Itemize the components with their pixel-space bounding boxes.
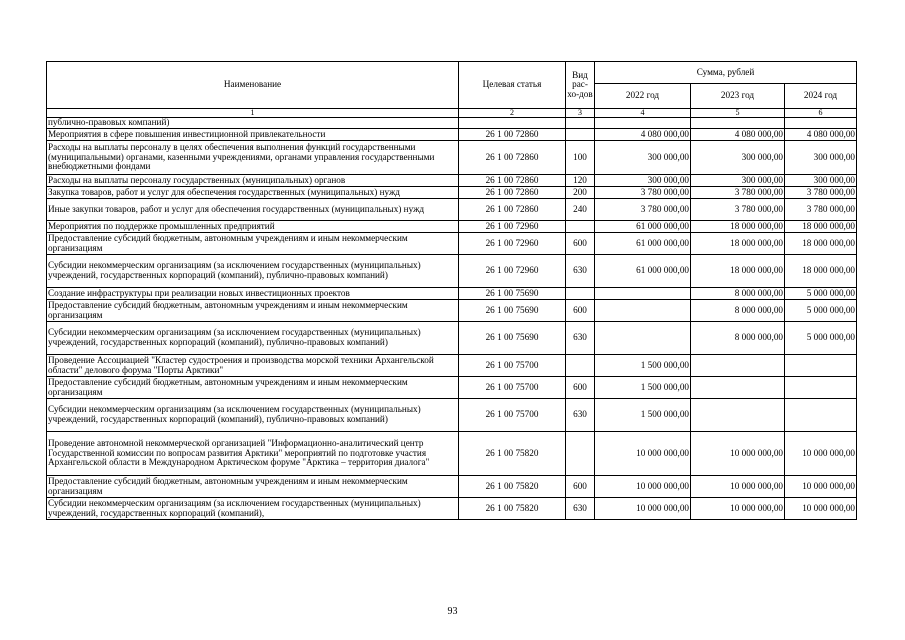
- row-sum-2024: 10 000 000,00: [785, 498, 857, 520]
- row-code: 26 1 00 72860: [459, 129, 566, 141]
- row-code: 26 1 00 72960: [459, 221, 566, 233]
- column-index: 6: [785, 109, 857, 118]
- row-type: [566, 118, 595, 129]
- row-name: Создание инфраструктуры при реализации новых инвестиционных проектов: [47, 288, 459, 300]
- row-sum-2024: 300 000,00: [785, 141, 857, 175]
- row-sum-2023: 4 080 000,00: [691, 129, 785, 141]
- table-row: [47, 221, 857, 233]
- row-name: Субсидии некоммерческим организациям (за исключением государственных (муниципальных) учреждений, государственных корпораций (компаний), публично-правовых компаний): [47, 399, 459, 432]
- row-sum-2022: [595, 118, 691, 129]
- budget-table: [46, 61, 857, 520]
- table-row: [47, 300, 857, 322]
- row-sum-2024: [785, 399, 857, 432]
- row-name: Предоставление субсидий бюджетным, автономным учреждениям и иным некоммерческим организациям: [47, 377, 459, 399]
- row-name: Субсидии некоммерческим организациям (за исключением государственных (муниципальных) учреждений, государственных корпораций (компаний), публично-правовых компаний): [47, 322, 459, 355]
- row-sum-2023: 300 000,00: [691, 141, 785, 175]
- header-year-2023: 2023 год: [691, 84, 785, 109]
- row-code: 26 1 00 72860: [459, 141, 566, 175]
- row-sum-2022: 61 000 000,00: [595, 233, 691, 255]
- row-code: 26 1 00 75700: [459, 399, 566, 432]
- row-sum-2023: 10 000 000,00: [691, 476, 785, 498]
- row-sum-2022: 10 000 000,00: [595, 476, 691, 498]
- row-sum-2023: 10 000 000,00: [691, 498, 785, 520]
- table-row: [47, 476, 857, 498]
- column-index: 5: [691, 109, 785, 118]
- row-sum-2022: 61 000 000,00: [595, 255, 691, 288]
- page-number: 93: [447, 606, 458, 617]
- row-code: 26 1 00 75700: [459, 377, 566, 399]
- row-code: 26 1 00 72860: [459, 199, 566, 221]
- row-sum-2022: [595, 322, 691, 355]
- row-sum-2024: 5 000 000,00: [785, 288, 857, 300]
- table-row: [47, 175, 857, 187]
- row-sum-2023: 18 000 000,00: [691, 233, 785, 255]
- row-name: Расходы на выплаты персоналу в целях обеспечения выполнения функций государственными (муниципальными) органами, казенными учреждениями, органами управления государственными внебюджетными фондами: [47, 141, 459, 175]
- table-row: [47, 399, 857, 432]
- row-sum-2022: 61 000 000,00: [595, 221, 691, 233]
- row-type: 200: [566, 187, 595, 199]
- table-row: [47, 129, 857, 141]
- row-sum-2022: 1 500 000,00: [595, 355, 691, 377]
- row-sum-2022: 3 780 000,00: [595, 187, 691, 199]
- row-sum-2024: 300 000,00: [785, 175, 857, 187]
- header-year-2024: 2024 год: [785, 84, 857, 109]
- row-sum-2024: [785, 118, 857, 129]
- row-name: Предоставление субсидий бюджетным, автономным учреждениям и иным некоммерческим организациям: [47, 476, 459, 498]
- row-sum-2024: 18 000 000,00: [785, 255, 857, 288]
- row-code: 26 1 00 75820: [459, 498, 566, 520]
- row-sum-2024: 18 000 000,00: [785, 233, 857, 255]
- row-code: 26 1 00 75690: [459, 300, 566, 322]
- row-type: 630: [566, 498, 595, 520]
- row-code: 26 1 00 75700: [459, 355, 566, 377]
- row-sum-2024: 4 080 000,00: [785, 129, 857, 141]
- row-sum-2022: [595, 300, 691, 322]
- row-sum-2024: 10 000 000,00: [785, 432, 857, 476]
- table-row: [47, 377, 857, 399]
- row-code: 26 1 00 75690: [459, 288, 566, 300]
- row-sum-2023: 8 000 000,00: [691, 288, 785, 300]
- row-sum-2023: [691, 355, 785, 377]
- row-type: [566, 288, 595, 300]
- row-sum-2023: 3 780 000,00: [691, 187, 785, 199]
- row-sum-2023: 300 000,00: [691, 175, 785, 187]
- row-sum-2022: 3 780 000,00: [595, 199, 691, 221]
- row-sum-2023: 18 000 000,00: [691, 255, 785, 288]
- row-type: 100: [566, 141, 595, 175]
- row-sum-2024: 3 780 000,00: [785, 187, 857, 199]
- column-index-row: [47, 109, 857, 118]
- table-body: [47, 118, 857, 520]
- header-type: Вид рас-хо-дов: [566, 62, 595, 109]
- row-type: 120: [566, 175, 595, 187]
- table-row: [47, 141, 857, 175]
- row-sum-2022: 10 000 000,00: [595, 432, 691, 476]
- row-code: 26 1 00 72860: [459, 175, 566, 187]
- row-sum-2022: 10 000 000,00: [595, 498, 691, 520]
- row-sum-2022: 1 500 000,00: [595, 377, 691, 399]
- table-row: [47, 322, 857, 355]
- row-sum-2023: 8 000 000,00: [691, 322, 785, 355]
- row-type: [566, 221, 595, 233]
- column-index: 4: [595, 109, 691, 118]
- row-type: [566, 432, 595, 476]
- row-sum-2022: [595, 288, 691, 300]
- row-name: Мероприятия в сфере повышения инвестиционной привлекательности: [47, 129, 459, 141]
- row-sum-2024: [785, 377, 857, 399]
- table-row: [47, 288, 857, 300]
- row-sum-2022: 300 000,00: [595, 141, 691, 175]
- row-code: 26 1 00 75820: [459, 432, 566, 476]
- row-name: Иные закупки товаров, работ и услуг для обеспечения государственных (муниципальных) нужд: [47, 199, 459, 221]
- row-sum-2024: 3 780 000,00: [785, 199, 857, 221]
- row-name: Предоставление субсидий бюджетным, автономным учреждениям и иным некоммерческим организациям: [47, 233, 459, 255]
- row-name: Предоставление субсидий бюджетным, автономным учреждениям и иным некоммерческим организациям: [47, 300, 459, 322]
- row-name: Мероприятия по поддержке промышленных предприятий: [47, 221, 459, 233]
- header-code: Целевая статья: [459, 62, 566, 109]
- row-name: Субсидии некоммерческим организациям (за исключением государственных (муниципальных) учреждений, государственных корпораций (компаний), публично-правовых компаний): [47, 255, 459, 288]
- header-sum: Сумма, рублей: [595, 62, 857, 84]
- column-index: 1: [47, 109, 459, 118]
- row-name: Закупка товаров, работ и услуг для обеспечения государственных (муниципальных) нужд: [47, 187, 459, 199]
- row-type: 600: [566, 233, 595, 255]
- row-sum-2024: 18 000 000,00: [785, 221, 857, 233]
- row-name: Проведение Ассоциацией "Кластер судостроения и производства морской техники Архангельской области" делового форума "Порты Арктики": [47, 355, 459, 377]
- row-code: [459, 118, 566, 129]
- row-name: Субсидии некоммерческим организациям (за исключением государственных (муниципальных) учреждений, государственных корпораций (компаний),: [47, 498, 459, 520]
- row-sum-2023: [691, 377, 785, 399]
- table-row: [47, 233, 857, 255]
- row-sum-2024: [785, 355, 857, 377]
- row-code: 26 1 00 72960: [459, 233, 566, 255]
- row-code: 26 1 00 75690: [459, 322, 566, 355]
- row-type: 600: [566, 377, 595, 399]
- row-sum-2022: 4 080 000,00: [595, 129, 691, 141]
- row-type: 630: [566, 322, 595, 355]
- table-row: [47, 355, 857, 377]
- row-type: [566, 129, 595, 141]
- table-row: [47, 199, 857, 221]
- header-year-2022: 2022 год: [595, 84, 691, 109]
- row-name: Проведение автономной некоммерческой организацией "Информационно-аналитический центр Государственной комиссии по вопросам развития Арктики" мероприятий по подготовке участия Архангельской области в Международном Арктическом форуме "Арктика – территория диалога": [47, 432, 459, 476]
- row-sum-2022: 300 000,00: [595, 175, 691, 187]
- table-row: [47, 187, 857, 199]
- row-name: публично-правовых компаний): [47, 118, 459, 129]
- row-code: 26 1 00 75820: [459, 476, 566, 498]
- row-type: [566, 355, 595, 377]
- table-row: [47, 432, 857, 476]
- row-sum-2024: 10 000 000,00: [785, 476, 857, 498]
- row-sum-2023: 8 000 000,00: [691, 300, 785, 322]
- row-type: 600: [566, 300, 595, 322]
- table-header: [47, 62, 857, 118]
- row-sum-2023: 18 000 000,00: [691, 221, 785, 233]
- row-code: 26 1 00 72860: [459, 187, 566, 199]
- table-row: [47, 255, 857, 288]
- row-sum-2023: [691, 399, 785, 432]
- row-code: 26 1 00 72960: [459, 255, 566, 288]
- row-type: 600: [566, 476, 595, 498]
- row-type: 240: [566, 199, 595, 221]
- header-name: Наименование: [47, 62, 459, 109]
- row-sum-2022: 1 500 000,00: [595, 399, 691, 432]
- column-index: 3: [566, 109, 595, 118]
- table-row: [47, 498, 857, 520]
- row-type: 630: [566, 399, 595, 432]
- row-name: Расходы на выплаты персоналу государственных (муниципальных) органов: [47, 175, 459, 187]
- row-sum-2023: [691, 118, 785, 129]
- table-row: [47, 118, 857, 129]
- column-index: 2: [459, 109, 566, 118]
- row-sum-2024: 5 000 000,00: [785, 322, 857, 355]
- row-sum-2024: 5 000 000,00: [785, 300, 857, 322]
- row-sum-2023: 3 780 000,00: [691, 199, 785, 221]
- row-type: 630: [566, 255, 595, 288]
- row-sum-2023: 10 000 000,00: [691, 432, 785, 476]
